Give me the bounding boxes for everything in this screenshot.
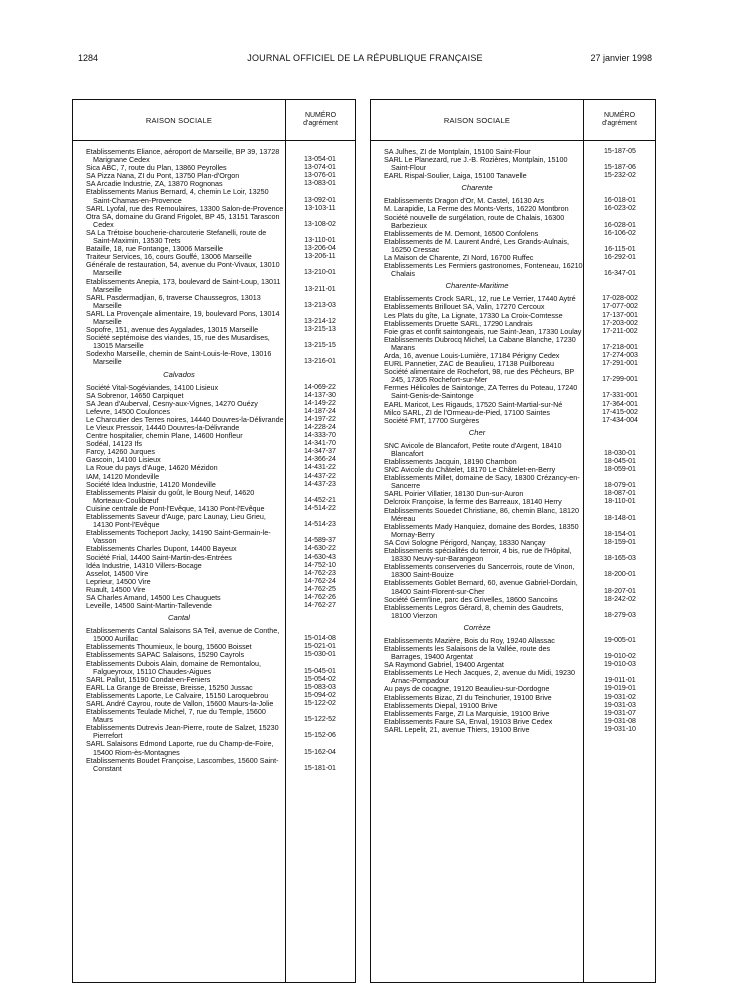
numero-agrement: 15-030-01 [304, 651, 336, 659]
raison-sociale: Etablissements Druette SARL, 17290 Landrais [384, 318, 533, 328]
numero-agrement: 16-028-01 [604, 221, 636, 229]
table-row [371, 523, 655, 539]
raison-sociale: Asselot, 14500 Vire [86, 568, 149, 578]
numero-agrement: 14-762-27 [304, 602, 336, 610]
raison-sociale: Etablissements Boudet Françoise, Lascombes, 15600 Saint-Constant [86, 755, 279, 773]
raison-sociale: Idéa Industrie, 14310 Villers-Bocage [86, 560, 202, 570]
numero-agrement: 14-347-37 [304, 448, 336, 456]
table-row [371, 417, 655, 425]
numero-agrement: 15-083-03 [304, 683, 336, 691]
department-heading: Charente-Maritime [445, 281, 509, 291]
numero-agrement: 15-187-06 [604, 164, 636, 172]
numero-agrement: 17-218-001 [602, 343, 638, 351]
raison-sociale: Etablissements Farge, ZI La Marquisie, 19100 Brive [384, 708, 550, 718]
table-row [371, 645, 655, 661]
raison-sociale: Etablissements Tocheport Jacky, 14190 Saint-Germain-le-Vasson [86, 528, 271, 546]
raison-sociale: Etablissements Goblet Bernard, 60, avenue Gabriel-Dordain, 18400 Saint-Florent-sur-Cher [384, 578, 578, 596]
raison-sociale: SARL André Cayrou, route de Vallon, 15600 Maurs-la-Jolie [86, 699, 274, 708]
table-row [73, 148, 355, 164]
table-row [371, 669, 655, 685]
header-raison-sociale: RAISON SOCIALE [145, 115, 213, 125]
raison-sociale: Etablissements spécialités du terroir, 4 bis, rue de l'Hôpital, 18330 Neuvy-sur-Barangeon [384, 546, 572, 564]
numero-agrement: 15-162-04 [304, 748, 336, 756]
raison-sociale: Traiteur Services, 16, cours Gouffé, 13006 Marseille [86, 252, 252, 262]
numero-agrement: 19-005-01 [604, 636, 636, 644]
numero-agrement: 18-159-01 [604, 538, 636, 546]
numero-agrement: 15-021-01 [304, 643, 336, 651]
numero-agrement: 17-274-003 [602, 351, 638, 359]
table-row [73, 334, 355, 350]
raison-sociale: Arda, 16, avenue Louis-Lumière, 17184 Périgny Cedex [384, 350, 560, 360]
header-raison-sociale: RAISON SOCIALE [443, 115, 511, 125]
table-row [371, 726, 655, 734]
raison-sociale: Société nouvelle de surgélation, route de Chalais, 16300 Barbezieux [384, 212, 565, 230]
raison-sociale: Etablissements Mazière, Bois du Roy, 19240 Allassac [384, 635, 555, 645]
numero-agrement: 13-083-01 [304, 180, 336, 188]
numero-agrement: 19-031-10 [604, 725, 636, 733]
raison-sociale: Le Vieux Pressoir, 14440 Douvres-la-Délivrande [86, 423, 240, 432]
raison-sociale: La Maison de Charente, ZI Nord, 16700 Ruffec [384, 253, 534, 263]
raison-sociale: Etablissements Dragon d'Or, M. Castel, 16130 Ars [384, 196, 544, 206]
numero-agrement: 14-762-25 [304, 585, 336, 593]
raison-sociale: Centre hospitalier, chemin Plane, 14600 Honfleur [86, 431, 243, 441]
numero-agrement: 17-028-002 [602, 295, 638, 303]
table-row [73, 602, 355, 610]
numero-agrement: 13-103-11 [304, 204, 336, 212]
raison-sociale: IAM, 14120 Mondeville [86, 471, 160, 481]
raison-sociale: EURL Pannetier, ZAC de Beaulieu, 17138 Puilboreau [384, 359, 554, 369]
raison-sociale: EARL La Grange de Breisse, Breisse, 15250 Jussac [86, 682, 253, 692]
numero-agrement: 17-415-002 [602, 408, 638, 416]
numero-agrement: 17-331-001 [602, 392, 638, 400]
numero-agrement: 18-154-01 [604, 530, 636, 538]
numero-agrement: 15-152-06 [304, 732, 336, 740]
raison-sociale: SARL Salaisons Edmond Laporte, rue du Champ-de-Foire, 15400 Riom-ès-Montagnes [86, 739, 274, 757]
raison-sociale: Sopofre, 151, avenue des Aygalades, 13015 Marseille [86, 325, 259, 335]
table-row [73, 724, 355, 740]
raison-sociale: SA Pizza Nana, ZI du Pont, 13750 Plan-d'Orgon [86, 171, 240, 181]
raison-sociale: Etablissements Saveur d'Auge, parc Launay, Lieu Grieu, 14130 Pont-l'Evêque [86, 512, 266, 530]
numero-agrement: 14-752-10 [304, 561, 336, 569]
raison-sociale: Société FMT, 17700 Surgères [384, 415, 480, 425]
table-row [371, 579, 655, 595]
numero-agrement: 18-059-01 [604, 466, 636, 474]
numero-agrement: 14-589-37 [304, 537, 336, 545]
numero-agrement: 19-010-03 [604, 661, 636, 669]
raison-sociale: Etablissements Bizac, ZI du Teinchurier, 19100 Brive [384, 692, 552, 702]
journal-title: JOURNAL OFFICIEL DE LA RÉPUBLIQUE FRANÇAISE [247, 53, 483, 63]
raison-sociale: Farcy, 14260 Jurques [86, 447, 155, 457]
raison-sociale: Etablissements Crock SARL, 12, rue Le Verrier, 17440 Aytré [384, 294, 576, 304]
table-row [73, 261, 355, 277]
raison-sociale: Otra SA, domaine du Grand Frigolet, BP 45, 13151 Tarascon Cedex [86, 211, 280, 229]
numero-agrement: 17-434-004 [602, 416, 638, 424]
publication-date: 27 janvier 1998 [590, 53, 652, 63]
table-row [371, 214, 655, 230]
numero-agrement: 13-216-01 [304, 358, 336, 366]
raison-sociale: Société alimentaire de Rochefort, 98, rue des Pêcheurs, BP 245, 17305 Rochefort-sur-Mer [384, 367, 575, 385]
raison-sociale: Cuisine centrale de Pont-l'Evêque, 14130 Pont-l'Evêque [86, 503, 265, 513]
table-row [73, 294, 355, 310]
numero-agrement: 14-341-70 [304, 440, 336, 448]
raison-sociale: Foie gras et confit saintongeais, rue Saint-Jean, 17330 Loulay [384, 326, 582, 336]
raison-sociale: Etablissements Cantal Salaisons SA Teil, avenue de Conthe, 15000 Aurillac [86, 626, 280, 644]
raison-sociale: SARL Lyofal, rue des Remoulaires, 13300 Salon-de-Provence [86, 203, 284, 213]
raison-sociale: SARL Pasdermadjian, 6, traverse Chaussegros, 13013 Marseille [86, 292, 261, 310]
numero-agrement: 19-010-02 [604, 653, 636, 661]
numero-agrement: 13-213-03 [304, 301, 336, 309]
table-row [73, 660, 355, 676]
table-row [73, 529, 355, 545]
table-row [73, 740, 355, 756]
raison-sociale: Sodéal, 14123 Ifs [86, 439, 142, 449]
raison-sociale: Etablissements Legros Gérard, 8, chemin des Gaudrets, 18100 Vierzon [384, 602, 564, 620]
numero-agrement: 16-347-01 [604, 270, 636, 278]
header-numero-agrement [584, 100, 655, 140]
numero-agrement: 19-031-03 [604, 701, 636, 709]
raison-sociale: SA Sobrenor, 14650 Carpiquet [86, 390, 184, 400]
raison-sociale: Etablissements Dubois Alain, domaine de Remontalou, Falgueyroux, 15110 Chaudes-Aigues [86, 658, 261, 676]
raison-sociale: Société Idea Industrie, 14120 Mondeville [86, 479, 216, 489]
raison-sociale: Etablissements Marius Bernard, 4, chemin Le Loir, 13250 Saint-Chamas-en-Provence [86, 187, 269, 205]
raison-sociale: Ruault, 14500 Vire [86, 584, 146, 594]
raison-sociale: Au pays de cocagne, 19120 Beaulieu-sur-Dordogne [384, 684, 550, 694]
raison-sociale: Sodexho Marseille, chemin de Saint-Louis-le-Rove, 13016 Marseille [86, 349, 272, 367]
table-row [371, 507, 655, 523]
numero-agrement: 17-203-002 [602, 319, 638, 327]
numero-agrement: 19-031-08 [604, 717, 636, 725]
raison-sociale: SNC Avicole de Blancafort, Petite route d'Argent, 18410 Blancafort [384, 440, 562, 458]
table-row [371, 474, 655, 490]
raison-sociale: La Roue du pays d'Auge, 14620 Mézidon [86, 463, 218, 473]
department-heading: Calvados [163, 369, 195, 379]
raison-sociale: Les Plats du gîte, La Lignate, 17330 La Croix-Comtesse [384, 310, 563, 320]
raison-sociale: Milco SARL, ZI de l'Ormeau-de-Pied, 17100 Saintes [384, 407, 550, 417]
raison-sociale: SARL Pallut, 15190 Condat-en-Feniers [86, 674, 211, 684]
numero-agrement: 18-079-01 [604, 482, 636, 490]
raison-sociale: SA Julhes, ZI de Montplain, 15100 Saint-Flour [384, 147, 531, 156]
raison-sociale: Etablissements Jacquin, 18190 Chambon [384, 457, 517, 466]
table-row [73, 708, 355, 724]
numero-agrement: 19-019-01 [604, 685, 636, 693]
numero-agrement: 15-014-08 [304, 635, 336, 643]
raison-sociale: Etablissements SAPAC Salaisons, 15290 Cayrols [86, 650, 245, 660]
raison-sociale: SARL Poirier Villatier, 18130 Dun-sur-Auron [384, 489, 524, 499]
numero-agrement: 14-630-43 [304, 553, 336, 561]
page-header [78, 51, 652, 65]
raison-sociale: Etablissements Eliance, aéroport de Marseille, BP 39, 13728 Marignane Cedex [86, 147, 280, 165]
raison-sociale: Etablissements de M. Laurent André, Les Grands-Aulnais, 16250 Cressac [384, 236, 569, 254]
table-row [73, 310, 355, 326]
numero-agrement: 15-181-01 [304, 764, 336, 772]
table-row [371, 238, 655, 254]
numero-agrement: 15-122-02 [304, 700, 336, 707]
numero-agrement: 19-031-07 [604, 709, 636, 717]
header-numero: NUMÉRO [603, 112, 636, 119]
header-numero-agrement [286, 100, 355, 140]
raison-sociale: Etablissements Mady Hanquiez, domaine des Bordes, 18350 Mornay-Berry [384, 521, 579, 539]
department-heading: Cher [468, 427, 486, 437]
raison-sociale: SARL Le Planezard, rue J.-B. Rozières, Montplain, 15100 Saint-Flour [384, 155, 568, 173]
numero-agrement: 13-214-12 [304, 317, 336, 325]
numero-agrement: 18-165-03 [604, 555, 636, 563]
raison-sociale: Etablissements Le Hech Jacques, 2, avenue du Midi, 19230 Arnac-Pompadour [384, 668, 575, 686]
numero-agrement: 16-106-02 [604, 229, 636, 237]
numero-agrement: 14-514-22 [304, 504, 336, 512]
numero-agrement: 14-431-22 [304, 464, 336, 472]
numero-agrement: 14-069-22 [304, 383, 336, 391]
raison-sociale: Delcroix Françoise, la ferme des Barreaux, 18140 Herry [384, 497, 562, 507]
table-row [73, 757, 355, 773]
raison-sociale: Etablissements Thoumieux, le bourg, 15600 Boisset [86, 642, 252, 652]
header-numero: NUMÉRO [304, 112, 337, 119]
raison-sociale: Sica ABC, 7, route du Plan, 13860 Peyrolles [86, 163, 227, 173]
numero-agrement: 14-437-22 [304, 472, 336, 480]
raison-sociale: Etablissements Dutrevis Jean-Pierre, route de Salzet, 15230 Pierrefort [86, 723, 279, 741]
table-row [371, 172, 655, 180]
table-row [73, 229, 355, 245]
raison-sociale: Etablissements Plaisir du goût, le Bourg Neuf, 14620 Morteaux-Coulibœuf [86, 487, 255, 505]
raison-sociale: Leprieur, 14500 Vire [86, 576, 151, 586]
department-heading: Cantal [168, 613, 190, 623]
raison-sociale: Le Charcutier des Terres noires, 14440 Douvres-la-Délivrande [86, 414, 284, 424]
numero-agrement: 18-045-01 [604, 458, 636, 465]
raison-sociale: Etablissements les Salaisons de la Vallée, route des Barrages, 19400 Argentat [384, 643, 551, 662]
numero-agrement: 14-366-24 [304, 456, 336, 464]
numero-agrement: 13-074-01 [304, 164, 336, 172]
raison-sociale: Fermes Hélicoles de Saintonge, ZA Terres du Poteau, 17240 Saint-Genis-de-Saintonge [384, 383, 578, 401]
raison-sociale: SNC Avicole du Châtelet, 18170 Le Châtelet-en-Berry [384, 465, 556, 475]
table-row [73, 513, 355, 529]
numero-agrement: 18-030-01 [604, 449, 636, 457]
raison-sociale: SA Covi Sologne Périgord, Nançay, 18330 Nançay [384, 537, 546, 547]
numero-agrement: 16-115-01 [604, 245, 636, 253]
numero-agrement: 13-054-01 [304, 156, 336, 164]
raison-sociale: Etablissements Anepia, 173, boulevard de Saint-Loup, 13011 Marseille [86, 276, 281, 294]
numero-agrement: 13-215-15 [304, 342, 336, 350]
raison-sociale: EARL Maricot, Les Rigauds, 17520 Saint-Martial-sur-Né [384, 399, 563, 409]
raison-sociale: SA Raymond Gabriel, 19400 Argentat [384, 660, 504, 670]
raison-sociale: SA Arcadie Industrie, ZA, 13870 Rognonas [86, 179, 223, 189]
table-row [73, 213, 355, 229]
numero-agrement: 13-110-01 [304, 237, 336, 245]
numero-agrement: 14-197-22 [304, 415, 336, 423]
table-row [371, 336, 655, 352]
numero-agrement: 19-011-01 [604, 677, 636, 685]
raison-sociale: Etablissements conserveries du Sancerrois, route de Vinon, 18300 Saint-Bouize [384, 562, 575, 580]
numero-agrement: 18-087-01 [604, 490, 636, 498]
left-table [72, 99, 356, 983]
raison-sociale: Etablissements Charles Dupont, 14400 Bayeux [86, 544, 237, 554]
raison-sociale: Etablissements de M. Demont, 16500 Confolens [384, 228, 539, 238]
numero-agrement: 14-333-70 [304, 432, 336, 440]
raison-sociale: Gascoin, 14100 Lisieux [86, 455, 161, 465]
numero-agrement: 15-045-01 [304, 667, 336, 675]
right-table [370, 99, 656, 983]
raison-sociale: Générale de restauration, 54, avenue du Pont-Vivaux, 13010 Marseille [86, 260, 280, 278]
numero-agrement: 14-514-23 [304, 521, 336, 529]
header-agrement: d'agrément [303, 120, 338, 127]
numero-agrement: 15-094-02 [304, 691, 336, 699]
raison-sociale: Etablissements Souedet Christiane, 86, chemin Blanc, 18120 Méreau [384, 505, 579, 523]
raison-sociale: SARL Lepelit, 21, avenue Thiers, 19100 Brive [384, 724, 530, 734]
numero-agrement: 16-292-01 [604, 254, 636, 262]
table-row [73, 627, 355, 643]
right-table-body [371, 148, 655, 734]
numero-agrement: 17-137-001 [602, 311, 638, 319]
numero-agrement: 18-110-01 [604, 498, 636, 506]
numero-agrement: 17-299-001 [602, 376, 638, 384]
table-row [73, 278, 355, 294]
numero-agrement: 18-207-01 [604, 587, 636, 595]
raison-sociale: SARL La Provençale alimentaire, 19, boulevard Pons, 13014 Marseille [86, 308, 280, 326]
raison-sociale: SA Charles Amand, 14500 Les Chauguets [86, 592, 221, 602]
table-row [371, 156, 655, 172]
numero-agrement: 16-023-02 [604, 205, 636, 213]
numero-agrement: 16-018-01 [604, 197, 636, 205]
numero-agrement: 14-437-23 [304, 480, 336, 488]
numero-agrement: 14-228-24 [304, 424, 336, 431]
numero-agrement: 14-137-30 [304, 391, 336, 399]
numero-agrement: 14-452-21 [304, 496, 336, 504]
header-divider [73, 140, 355, 141]
raison-sociale: EARL Rispal-Soulier, Laiga, 15100 Tanavelle [384, 171, 527, 181]
raison-sociale: Société septémoise des viandes, 15, rue des Musardises, 13015 Marseille [86, 333, 270, 351]
numero-agrement: 15-122-52 [304, 716, 336, 724]
table-row [371, 547, 655, 563]
raison-sociale: Etablissements Brillouet SA, Valin, 17270 Cercoux [384, 302, 545, 312]
raison-sociale: Leveille, 14500 Saint-Martin-Tallevende [86, 601, 212, 611]
numero-agrement: 13-206-04 [304, 245, 336, 253]
numero-agrement: 13-108-02 [304, 220, 336, 228]
raison-sociale: Bataille, 18, rue Fontange, 13006 Marseille [86, 244, 224, 254]
numero-agrement: 14-762-24 [304, 577, 336, 585]
raison-sociale: M. Larapidie, La Ferme des Monts-Verts, 16220 Montbron [384, 204, 569, 214]
numero-agrement: 17-211-002 [602, 327, 638, 335]
table-row [371, 262, 655, 278]
numero-agrement: 14-149-22 [304, 399, 336, 407]
raison-sociale: Société Frial, 14400 Saint-Martin-des-Entrées [86, 552, 232, 562]
raison-sociale: SA Jean d'Auberval, Cesny-aux-Vignes, 14270 Ouézy [86, 398, 258, 408]
department-heading: Charente [461, 183, 493, 193]
numero-agrement: 18-200-01 [604, 571, 636, 579]
raison-sociale: Etablissements Millet, domaine de Sacy, 18300 Crézancy-en-Sancerre [384, 473, 580, 491]
page-number: 1284 [78, 53, 99, 63]
numero-agrement: 15-232-02 [604, 172, 636, 180]
numero-agrement: 19-031-02 [604, 693, 636, 701]
numero-agrement: 17-291-001 [602, 360, 638, 368]
raison-sociale: SA La Trétoise boucherie-charcuterie Stefanelli, route de Saint-Maximin, 13530 Trets [86, 227, 267, 246]
numero-agrement: 13-206-11 [304, 253, 336, 261]
raison-sociale: Etablissements Diepal, 19100 Brive [384, 700, 498, 710]
table-row [371, 604, 655, 620]
raison-sociale: Etablissements Laporte, Le Calvaire, 15150 Laroquebrou [86, 690, 269, 700]
table-row [73, 350, 355, 366]
raison-sociale: Etablissements Faure SA, Enval, 19103 Brive Cedex [384, 716, 553, 726]
numero-agrement: 17-364-001 [602, 400, 638, 408]
raison-sociale: Société Germ'line, parc des Grivelles, 18600 Sancoins [384, 594, 558, 604]
left-table-body [73, 148, 355, 773]
table-row [371, 368, 655, 384]
table-row [73, 489, 355, 505]
table-row [371, 384, 655, 400]
numero-agrement: 14-187-24 [304, 407, 336, 415]
numero-agrement: 13-076-01 [304, 172, 336, 180]
department-heading: Corrèze [463, 622, 491, 632]
header-agrement: d'agrément [602, 120, 637, 127]
table-row [371, 442, 655, 458]
raison-sociale: Société Vital-Sogéviandes, 14100 Lisieux [86, 382, 219, 392]
numero-agrement: 13-215-13 [304, 326, 336, 334]
raison-sociale: Etablissements Dubrocq Michel, La Cabane Blanche, 17230 Marans [384, 334, 576, 352]
numero-agrement: 14-630-22 [304, 545, 336, 553]
numero-agrement: 13-210-01 [304, 269, 336, 277]
numero-agrement: 14-762-26 [304, 593, 336, 601]
numero-agrement: 13-211-01 [304, 285, 336, 293]
numero-agrement: 18-242-02 [604, 595, 636, 603]
numero-agrement: 15-054-02 [304, 675, 336, 683]
table-row [371, 563, 655, 579]
numero-agrement: 18-279-03 [604, 611, 636, 619]
numero-agrement: 18-148-01 [604, 514, 636, 522]
table-row [73, 188, 355, 204]
numero-agrement: 14-762-23 [304, 569, 336, 577]
numero-agrement: 17-077-002 [602, 303, 638, 311]
numero-agrement: 13-092-01 [304, 196, 336, 204]
raison-sociale: Etablissements Les Fermiers gastronomes, Fonteneau, 16210 Chalais [384, 261, 583, 279]
raison-sociale: Etablissements Teulade Michel, 7, rue du Temple, 15600 Maurs [86, 707, 266, 725]
numero-agrement: 15-187-05 [604, 148, 636, 155]
raison-sociale: Lefevre, 14500 Coulonces [86, 406, 170, 416]
header-divider [371, 140, 655, 141]
